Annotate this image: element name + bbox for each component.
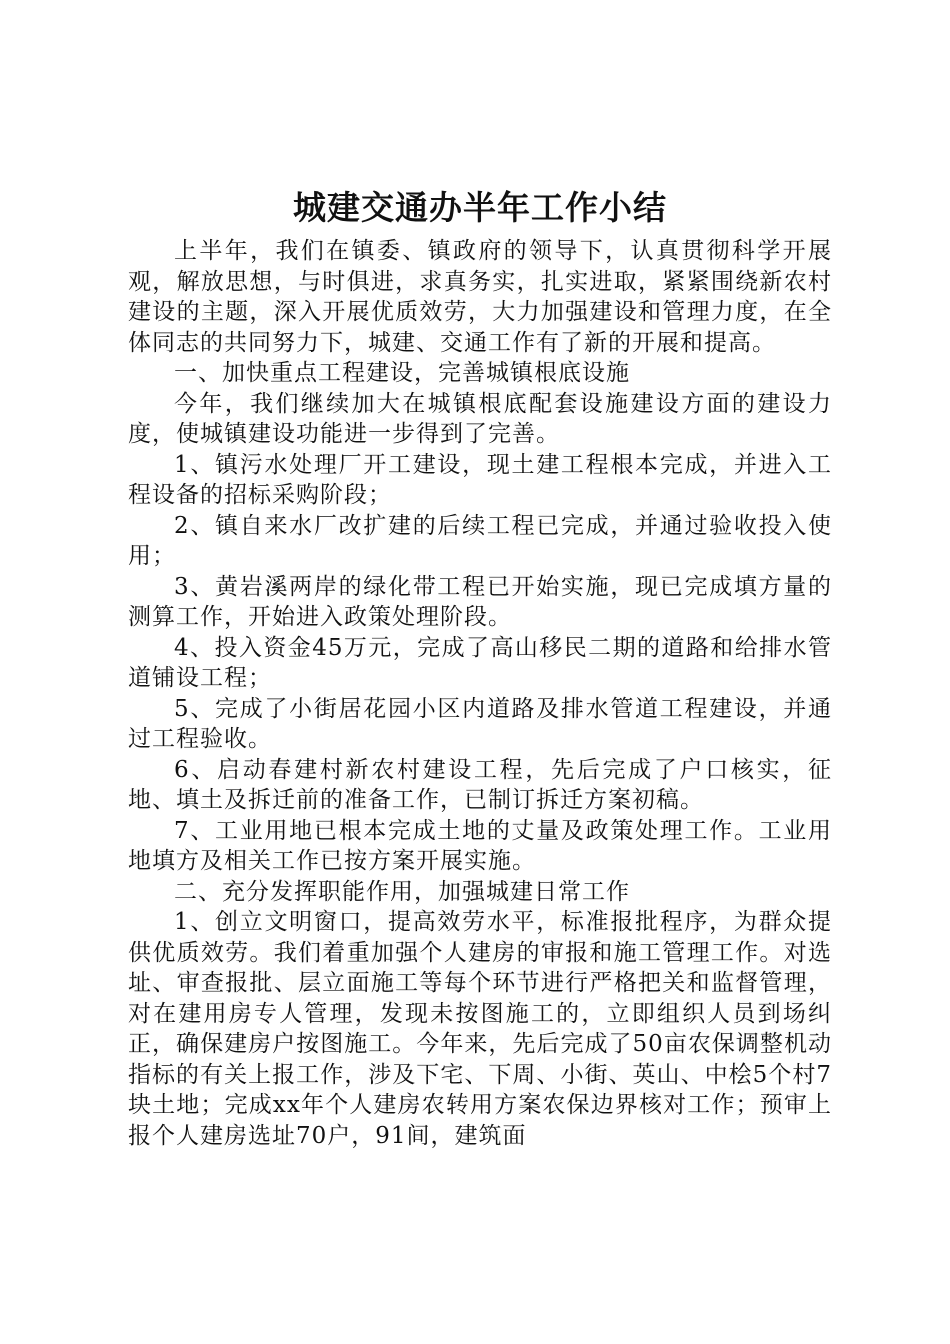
- list-item-3: 3、黄岩溪两岸的绿化带工程已开始实施，现已完成填方量的测算工作，开始进入政策处理阶段。: [128, 573, 832, 630]
- document-title: 城建交通办半年工作小结: [293, 188, 667, 227]
- list-item-6: 6、启动春建村新农村建设工程，先后完成了户口核实，征地、填土及拆迁前的准备工作，已制订拆迁方案初稿。: [128, 756, 832, 813]
- document-body: [128, 186, 832, 1151]
- section-heading-1: 一、加快重点工程建设，完善城镇根底设施: [174, 360, 630, 386]
- paragraph-section-2-item-1: 1、创立文明窗口，提高效劳水平，标准报批程序，为群众提供优质效劳。我们着重加强个人建房的审报和施工管理工作。对选址、审查报批、层立面施工等每个环节进行严格把关和监督管理，对在建用房专人管理，发现未按图施工的，立即组织人员到场纠正，确保建房户按图施工。今年来，先后完成了50亩农保调整机动指标的有关上报工作，涉及下宅、下周、小街、英山、中桧5个村7块土地；完成xx年个人建房农转用方案农保边界核对工作；预审上报个人建房选址70户，91间，建筑面: [128, 909, 832, 1149]
- section-heading-2: 二、充分发挥职能作用，加强城建日常工作: [174, 878, 630, 905]
- list-item-2: 2、镇自来水厂改扩建的后续工程已完成，并通过验收投入使用；: [128, 512, 832, 569]
- list-item-4: 4、投入资金45万元，完成了高山移民二期的道路和给排水管道铺设工程；: [128, 634, 832, 691]
- paragraph-section-1-intro: 今年，我们继续加大在城镇根底配套设施建设方面的建设力度，使城镇建设功能进一步得到了完善。: [128, 390, 832, 447]
- list-item-1: 1、镇污水处理厂开工建设，现土建工程根本完成，并进入工程设备的招标采购阶段；: [128, 451, 832, 508]
- list-item-7: 7、工业用地已根本完成土地的丈量及政策处理工作。工业用地填方及相关工作已按方案开展实施。: [128, 817, 832, 874]
- list-item-5: 5、完成了小街居花园小区内道路及排水管道工程建设，并通过工程验收。: [128, 695, 832, 752]
- paragraph-intro: 上半年，我们在镇委、镇政府的领导下，认真贯彻科学开展观，解放思想，与时俱进，求真务实，扎实进取，紧紧围绕新农村建设的主题，深入开展优质效劳，大力加强建设和管理力度，在全体同志的共同努力下，城建、交通工作有了新的开展和提高。: [128, 238, 832, 356]
